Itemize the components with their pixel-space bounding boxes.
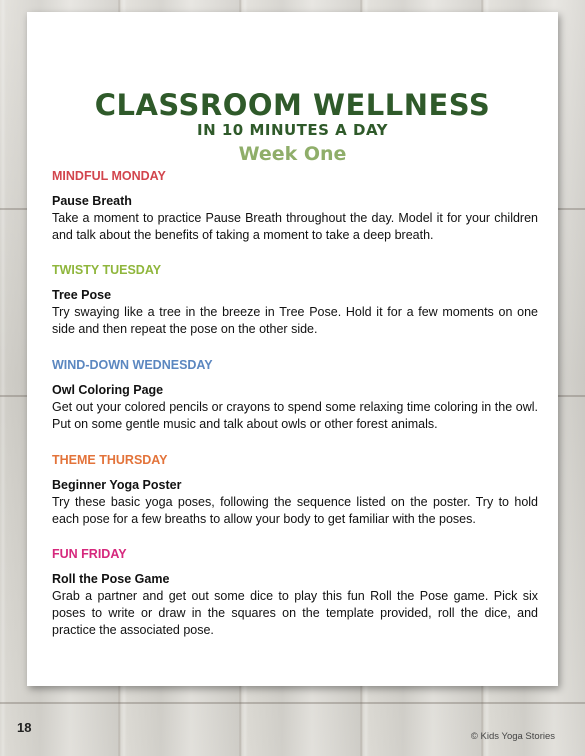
- day-heading: MINDFUL MONDAY: [52, 169, 166, 183]
- wood-plank-line: [0, 702, 585, 704]
- activity-description: Get out your colored pencils or crayons to spend some relaxing time coloring in the owl. Put on some gentle music and talk about owls or other forest animals.: [52, 400, 538, 431]
- section-monday: [52, 169, 538, 244]
- activity-title: Tree Pose: [52, 288, 112, 302]
- page-subtitle: IN 10 MINUTES A DAY: [196, 121, 389, 139]
- activity-title: Pause Breath: [52, 194, 132, 208]
- document-page: [27, 12, 558, 686]
- copyright-notice: © Kids Yoga Stories: [470, 731, 555, 742]
- activity-description: Try these basic yoga poses, following the sequence listed on the poster. Try to hold each pose for a few breaths to allow your body to get familiar with the poses.: [52, 495, 538, 526]
- week-heading: Week One: [238, 143, 347, 165]
- day-heading: TWISTY TUESDAY: [52, 263, 162, 277]
- section-tuesday: [52, 263, 538, 338]
- day-heading: WIND-DOWN WEDNESDAY: [52, 358, 213, 372]
- section-friday: [52, 547, 538, 639]
- activity-description: Try swaying like a tree in the breeze in Tree Pose. Hold it for a few moments on one side and then repeat the pose on the other side.: [52, 305, 538, 336]
- page-title: CLASSROOM WELLNESS: [94, 88, 491, 122]
- section-thursday: [52, 453, 538, 528]
- section-wednesday: [52, 358, 538, 433]
- page-number: 18: [17, 720, 32, 735]
- activity-title: Owl Coloring Page: [52, 383, 164, 397]
- activity-description: Grab a partner and get out some dice to play this fun Roll the Pose game. Pick six poses to write or draw in the squares on the template provided, roll the dice, and practice the associated pose.: [52, 589, 538, 637]
- activity-title: Roll the Pose Game: [52, 572, 170, 586]
- activity-title: Beginner Yoga Poster: [52, 478, 182, 492]
- activity-description: Take a moment to practice Pause Breath throughout the day. Model it for your children and talk about the benefits of taking a moment to take a deep breath.: [52, 211, 538, 242]
- day-heading: FUN FRIDAY: [52, 547, 127, 561]
- day-heading: THEME THURSDAY: [52, 453, 168, 467]
